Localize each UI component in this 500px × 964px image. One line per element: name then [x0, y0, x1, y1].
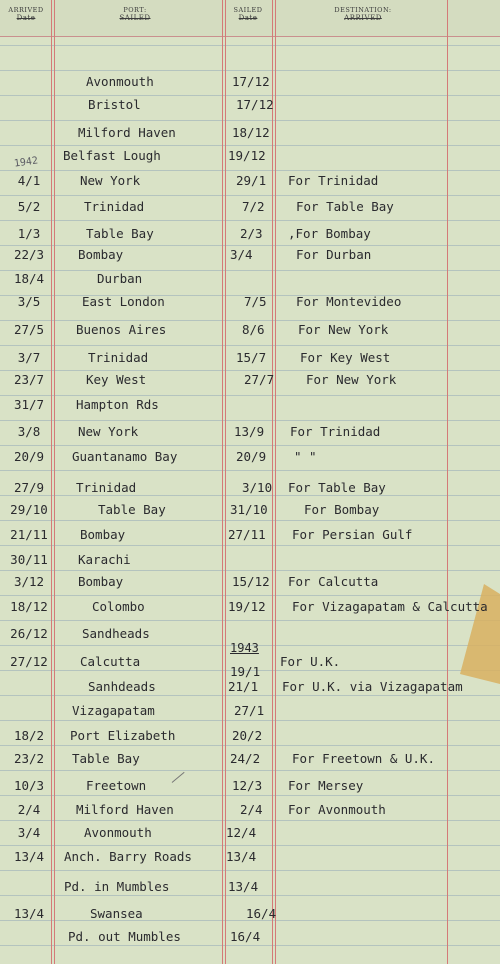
- sailed-date: 27/1: [234, 703, 265, 718]
- port-name: Port Elizabeth: [70, 728, 176, 743]
- port-name: Vizagapatam: [72, 703, 155, 718]
- arrived-date: 29/10: [10, 502, 48, 517]
- port-name: Trinidad: [88, 350, 149, 365]
- sailed-date: 16/4: [230, 929, 261, 944]
- sailed-date: 31/10: [230, 502, 268, 517]
- port-name: Trinidad: [84, 199, 145, 214]
- sailed-date: 15/7: [236, 350, 267, 365]
- arrived-date: 3/8: [17, 424, 41, 439]
- port-name: Karachi: [78, 552, 131, 567]
- port-name: Swansea: [90, 906, 143, 921]
- port-name: Freetown: [86, 778, 147, 793]
- column-rule: [447, 0, 448, 964]
- header-port-struck: SAILED: [119, 14, 151, 22]
- destination-text: For Persian Gulf: [292, 527, 413, 542]
- destination-text: For U.K. via Vizagapatam: [282, 679, 463, 694]
- destination-text: For Montevideo: [296, 294, 402, 309]
- port-name: Trinidad: [76, 480, 137, 495]
- sailed-date: 27/11: [228, 527, 266, 542]
- sailed-date: 27/7: [244, 372, 275, 387]
- port-name: Hampton Rds: [76, 397, 159, 412]
- port-name: New York: [78, 424, 139, 439]
- year-mark-1942: 1942: [13, 155, 39, 170]
- arrived-date: 3/12: [13, 574, 45, 589]
- port-name: New York: [80, 173, 141, 188]
- port-name: Bristol: [88, 97, 141, 112]
- port-name: Buenos Aires: [76, 322, 167, 337]
- port-name: Sandheads: [82, 626, 150, 641]
- arrived-date: 3/7: [17, 350, 41, 365]
- destination-text: For U.K.: [280, 654, 341, 669]
- sailed-date: 19/1: [230, 664, 261, 679]
- destination-text: For New York: [306, 372, 397, 387]
- sailed-date: 19/12: [228, 599, 266, 614]
- destination-text: For Bombay: [304, 502, 380, 517]
- sailed-date: 18/12: [232, 125, 270, 140]
- sailed-date: 29/1: [236, 173, 267, 188]
- port-name: Durban: [97, 271, 143, 286]
- arrived-date: 13/4: [13, 849, 45, 864]
- destination-text: For Key West: [300, 350, 391, 365]
- column-rule: [272, 0, 276, 964]
- sailed-date: 2/3: [240, 226, 263, 241]
- arrived-date: 3/4: [17, 825, 41, 840]
- arrived-date: 18/4: [13, 271, 45, 286]
- port-name: Key West: [86, 372, 147, 387]
- port-name: Table Bay: [72, 751, 140, 766]
- arrived-date: 1/3: [17, 226, 41, 241]
- port-name: Anch. Barry Roads: [64, 849, 192, 864]
- sailed-date: 13/4: [228, 879, 259, 894]
- port-name: Colombo: [92, 599, 145, 614]
- port-name: Table Bay: [98, 502, 166, 517]
- sailed-date: 3/4: [230, 247, 253, 262]
- port-name: Guantanamo Bay: [72, 449, 178, 464]
- sailed-date: 3/10: [242, 480, 273, 495]
- sailed-date: 12/4: [226, 825, 257, 840]
- port-name: Milford Haven: [76, 802, 174, 817]
- destination-text: For New York: [298, 322, 389, 337]
- header-arrived: [2, 6, 50, 22]
- port-name: Calcutta: [80, 654, 141, 669]
- header-destination-label: DESTINATION:: [334, 6, 392, 14]
- sailed-date: 21/1: [228, 679, 259, 694]
- sailed-date: 2/4: [240, 802, 263, 817]
- sailed-date: 19/12: [228, 148, 266, 163]
- arrived-date: 18/12: [10, 599, 48, 614]
- sailed-date: 17/12: [236, 97, 274, 112]
- header-destination-struck: ARRIVED: [344, 14, 382, 22]
- header-sailed-label: SAILED: [233, 6, 263, 14]
- destination-text: For Vizagapatam & Calcutta: [292, 599, 488, 614]
- destination-text: For Avonmouth: [288, 802, 386, 817]
- arrived-date: 2/4: [17, 802, 41, 817]
- header-destination: [318, 6, 408, 22]
- sailed-date: 20/2: [232, 728, 263, 743]
- port-name: Table Bay: [86, 226, 154, 241]
- destination-text: " ": [294, 449, 317, 464]
- header-arrived-label: ARRIVED: [8, 6, 44, 14]
- destination-text: For Trinidad: [290, 424, 381, 439]
- sailed-date: 13/9: [234, 424, 265, 439]
- destination-text: For Table Bay: [288, 480, 386, 495]
- arrived-date: 27/9: [13, 480, 45, 495]
- port-name: Bombay: [78, 574, 124, 589]
- destination-text: ,For Bombay: [288, 226, 371, 241]
- arrived-date: 23/7: [13, 372, 45, 387]
- pencil-stroke: [172, 772, 185, 783]
- arrived-date: 4/1: [17, 173, 41, 188]
- arrived-date: 27/12: [10, 654, 48, 669]
- header-arrived-struck: Date: [16, 14, 36, 22]
- arrived-date: 18/2: [13, 728, 45, 743]
- arrived-date: 13/4: [13, 906, 45, 921]
- destination-text: For Table Bay: [296, 199, 394, 214]
- header-port-label: PORT:: [123, 6, 147, 14]
- port-name: Bombay: [78, 247, 124, 262]
- sailed-date: 12/3: [232, 778, 263, 793]
- header-port: [90, 6, 180, 22]
- destination-text: For Durban: [296, 247, 372, 262]
- arrived-date: 26/12: [10, 626, 48, 641]
- arrived-date: 10/3: [13, 778, 45, 793]
- sailed-date: 20/9: [236, 449, 267, 464]
- port-name: East London: [82, 294, 165, 309]
- sailed-date: 7/5: [244, 294, 267, 309]
- port-name: Belfast Lough: [63, 148, 161, 163]
- sailed-date: 15/12: [232, 574, 270, 589]
- arrived-date: 27/5: [13, 322, 45, 337]
- destination-text: For Trinidad: [288, 173, 379, 188]
- arrived-date: 31/7: [13, 397, 45, 412]
- header-sailed: [226, 6, 270, 22]
- arrived-date: 22/3: [13, 247, 45, 262]
- sailed-date: 17/12: [232, 74, 270, 89]
- arrived-date: 21/11: [10, 527, 48, 542]
- header-sailed-struck: Date: [238, 14, 258, 22]
- port-name: Avonmouth: [86, 74, 154, 89]
- port-name: Milford Haven: [78, 125, 176, 140]
- arrived-date: 3/5: [17, 294, 41, 309]
- arrived-date: 23/2: [13, 751, 45, 766]
- port-name: Pd. in Mumbles: [64, 879, 170, 894]
- destination-text: For Calcutta: [288, 574, 379, 589]
- year-mark-1943: 1943: [230, 641, 259, 655]
- sailed-date: 13/4: [226, 849, 257, 864]
- sailed-date: 16/4: [246, 906, 277, 921]
- arrived-date: 20/9: [13, 449, 45, 464]
- column-rule: [222, 0, 226, 964]
- port-name: Pd. out Mumbles: [68, 929, 181, 944]
- arrived-date: 5/2: [17, 199, 41, 214]
- sailed-date: 24/2: [230, 751, 261, 766]
- port-name: Avonmouth: [84, 825, 152, 840]
- sailed-date: 7/2: [242, 199, 265, 214]
- port-name: Sanhdeads: [88, 679, 156, 694]
- port-name: Bombay: [80, 527, 126, 542]
- destination-text: For Freetown & U.K.: [292, 751, 435, 766]
- arrived-date: 30/11: [10, 552, 48, 567]
- sailed-date: 8/6: [242, 322, 265, 337]
- destination-text: For Mersey: [288, 778, 364, 793]
